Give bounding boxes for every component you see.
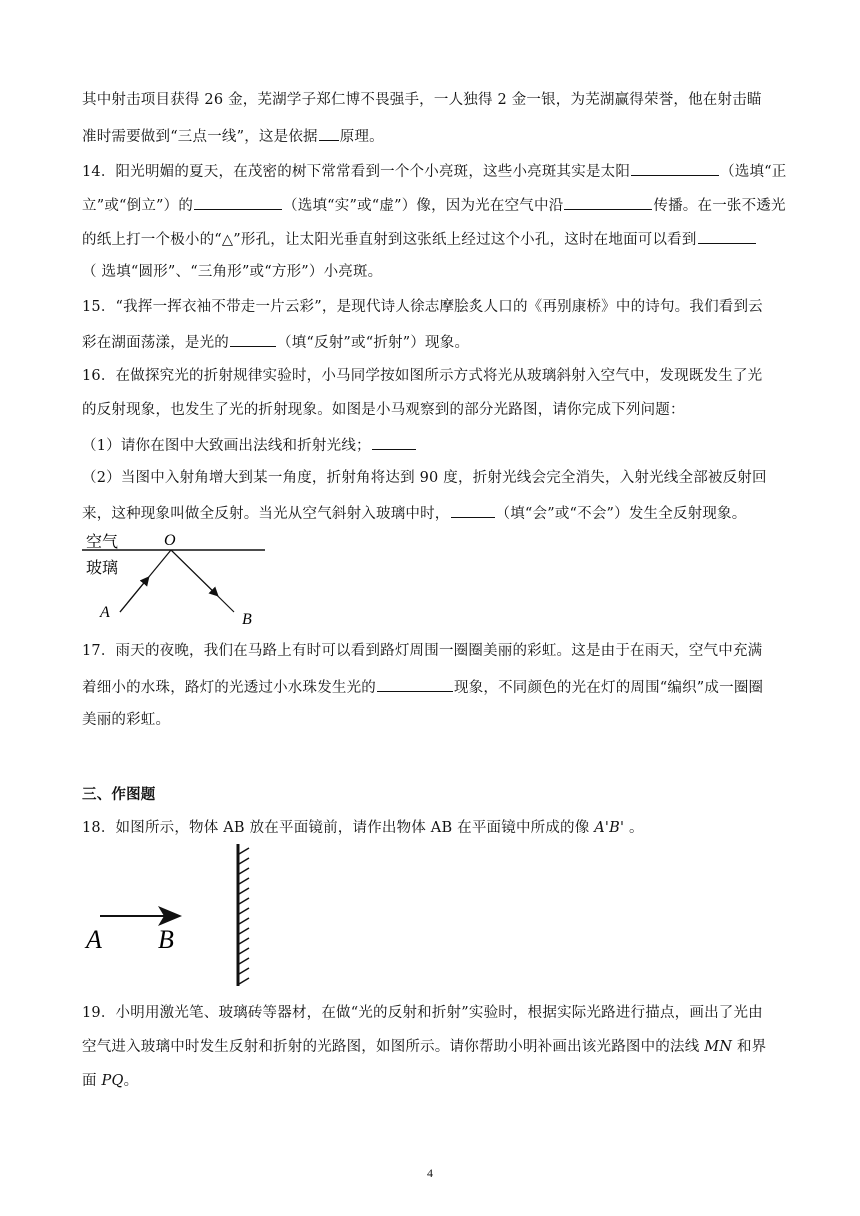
q19-line-3: 面 PQ。 [82,1073,139,1089]
q14-line-1: 14．阳光明媚的夏天，在茂密的树下常常看到一个个小亮斑，这些小亮斑其实是太阳 （选填“正 [82,160,786,182]
answer-blank [377,676,453,692]
q14-line-4: （ 选填“圆形”、“三角形”或“方形”）小亮斑。 [82,264,383,280]
q17-line-2: 着细小的水珠，路灯的光透过小水珠发生光的 现象，不同颜色的光在灯的周围“编织”成一圈圈 [82,676,763,698]
fig-label-air: 空气 [86,532,119,551]
q16-line-2: 的反射现象，也发生了光的折射现象。如图是小马观察到的部分光路图，请你完成下列问题： [82,402,685,418]
q15-line-1: 15．“我挥一挥衣袖不带走一片云彩”，是现代诗人徐志摩脍炙人口的《再别康桥》中的诗句。我们看到云 [82,299,763,315]
fig-label-glass: 玻璃 [86,558,119,577]
answer-blank [631,160,719,176]
answer-blank [451,502,495,518]
fig-label-a: A [86,925,102,954]
q18-line-1: 18．如图所示，物体 AB 放在平面镜前，请作出物体 AB 在平面镜中所成的像 A'B' 。 [82,820,644,836]
incident-ray-arrow [120,578,148,612]
answer-blank [230,331,276,347]
q16-line-5: 来，这种现象叫做全反射。当光从空气斜射入玻璃中时， （填“会”或“不会”）发生全反射现象。 [82,502,746,524]
q14-line-2: 立”或“倒立”）的 （选填“实”或“虚”）像，因为光在空气中沿 传播。在一张不透光 [82,194,786,216]
q15-line-2: 彩在湖面荡漾，是光的 （填“反射”或“折射”）现象。 [82,331,469,353]
q13-line-1: 其中射击项目获得 26 金，芜湖学子郑仁博不畏强手，一人独得 2 金一银，为芜湖赢得荣誉，他在射击瞄 [82,92,762,108]
answer-blank [372,434,416,450]
answer-blank [194,194,282,210]
fig-label-b: B [242,611,252,628]
q16-line-1: 16．在做探究光的折射规律实验时，小马同学按如图所示方式将光从玻璃斜射入空气中，发现既发生了光 [82,368,763,384]
q17-line-3: 美丽的彩虹。 [82,712,171,728]
page-number: 4 [427,1166,433,1180]
q16-line-4: （2）当图中入射角增大到某一角度，折射角将达到 90 度，折射光线会完全消失，入射光线全部被反射回 [82,470,767,486]
mirror-figure [80,840,280,990]
q13-line-2: 准时需要做到“三点一线”，这是依据 原理。 [82,125,384,147]
answer-blank [319,125,339,141]
fig-label-b: B [158,925,174,954]
q17-line-1: 17．雨天的夜晚，我们在马路上有时可以看到路灯周围一圈圈美丽的彩虹。这是由于在雨天，空气中充满 [82,643,763,659]
mirror-hatching [239,848,249,984]
fig-label-a: A [100,604,110,621]
refraction-figure [80,528,280,628]
q16-line-3: （1）请你在图中大致画出法线和折射光线； [82,434,417,456]
q14-line-3: 的纸上打一个极小的“△”形孔，让太阳光垂直射到这张纸上经过这个小孔，这时在地面可以看到 [82,228,757,250]
reflected-ray-arrow [171,550,217,595]
section-title: 三、作图题 [82,787,156,803]
answer-blank [698,228,756,244]
fig-label-o: O [164,532,176,549]
answer-blank [564,194,652,210]
q19-line-2: 空气进入玻璃中时发生反射和折射的光路图，如图所示。请你帮助小明补画出该光路图中的法线 MN 和界 [82,1039,767,1055]
q19-line-1: 19．小明用激光笔、玻璃砖等器材，在做“光的反射和折射”实验时，根据实际光路进行描点，画出了光由 [82,1005,763,1021]
